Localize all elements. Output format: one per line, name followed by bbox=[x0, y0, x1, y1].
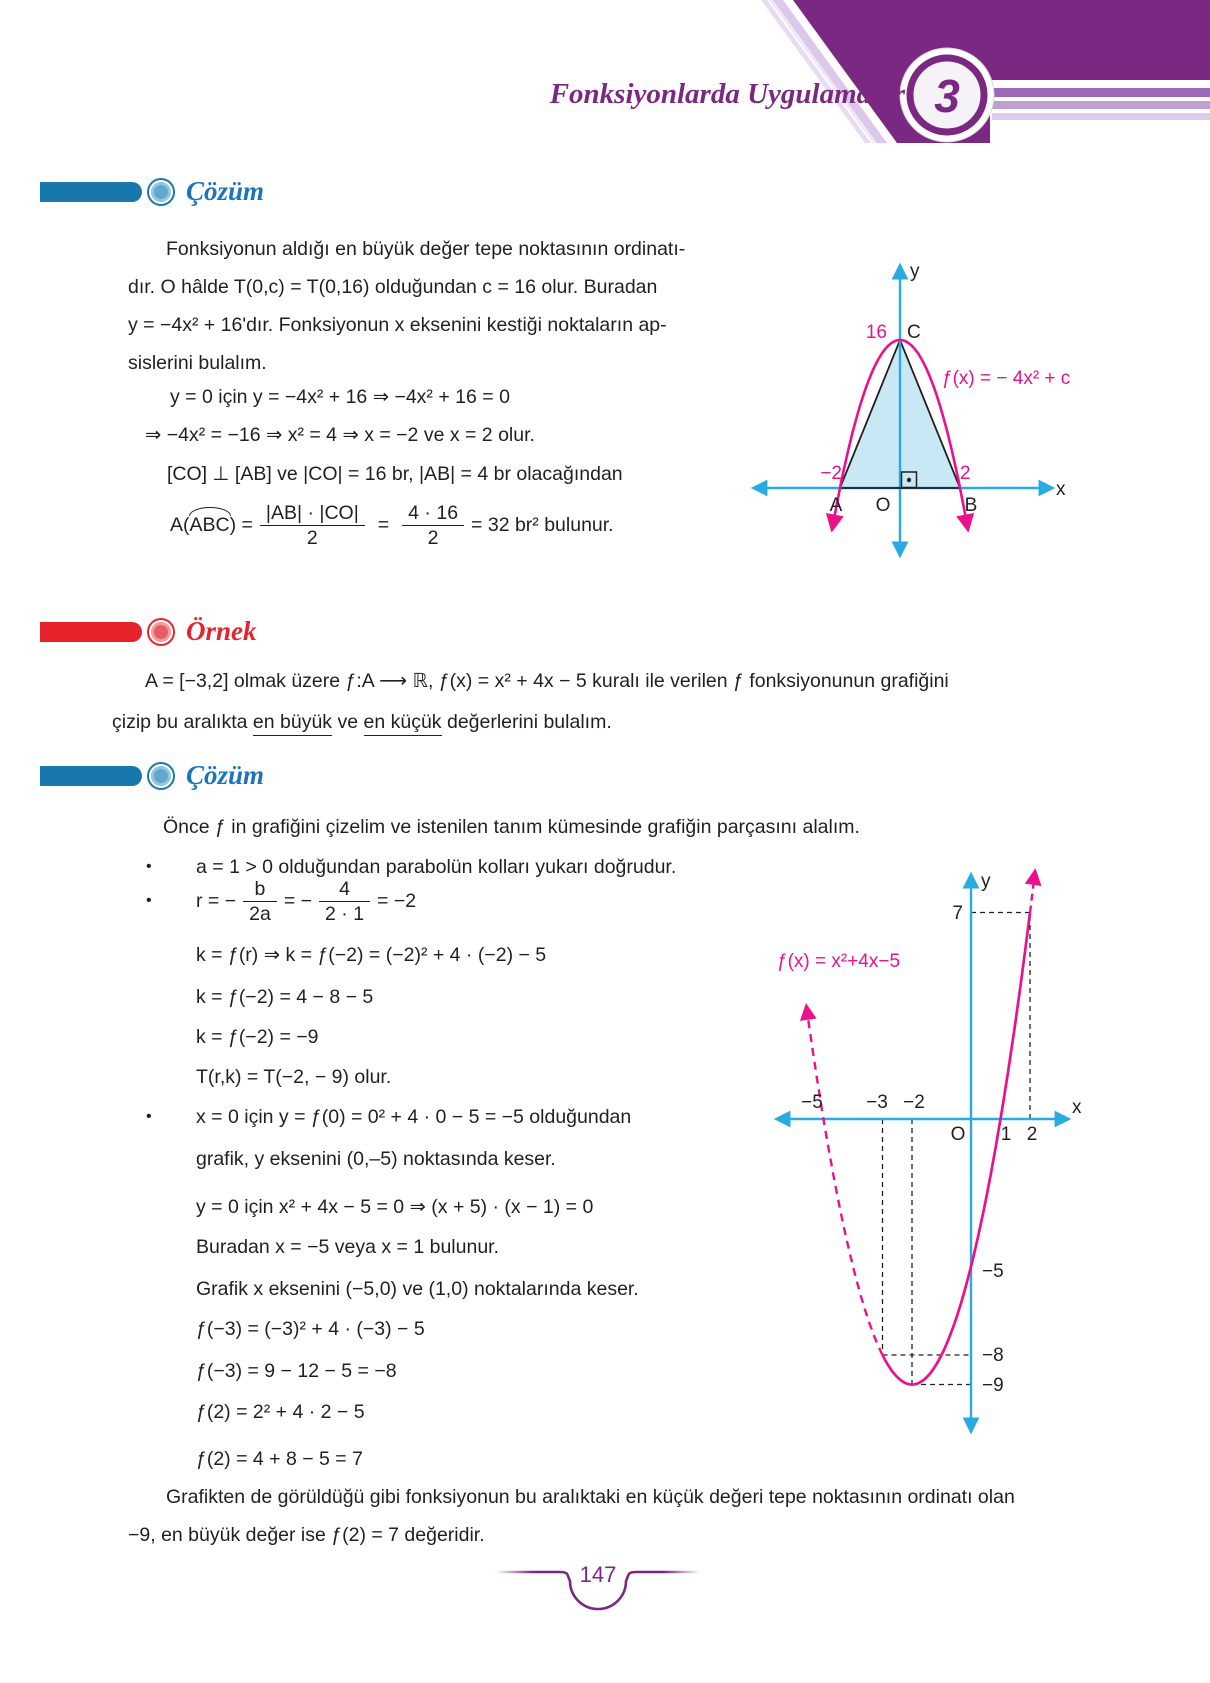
graph-label: −2 bbox=[820, 463, 842, 484]
chapter-number: 3 bbox=[934, 70, 960, 122]
solution1-paragraph-line: sislerini bulalım. bbox=[128, 352, 267, 374]
solution1-math-line: y = 0 için y = −4x² + 16 ⇒ −4x² + 16 = 0 bbox=[170, 386, 510, 408]
graph-label: ƒ(x) = − 4x² + c bbox=[942, 368, 1070, 389]
section-solution1 bbox=[40, 176, 264, 207]
solution2-line: k = ƒ(r) ⇒ k = ƒ(−2) = (−2)² + 4 · (−2) − 5 bbox=[196, 944, 547, 966]
graph-label: 2 bbox=[1026, 1124, 1038, 1145]
section-solution2 bbox=[40, 760, 264, 791]
graph-label: −2 bbox=[903, 1092, 925, 1113]
solution1-paragraph-line: Fonksiyonun aldığı en büyük değer tepe noktasının ordinatı- bbox=[166, 238, 686, 260]
graph-label: −9 bbox=[982, 1375, 1004, 1396]
section-label: Çözüm bbox=[186, 760, 265, 790]
formula-text: ) = bbox=[229, 513, 253, 536]
bullet-marker: • bbox=[146, 1108, 152, 1125]
right-angle-dot bbox=[907, 478, 911, 482]
page-number: 147 bbox=[579, 1562, 617, 1587]
example-text: değerlerini bulalım. bbox=[441, 711, 612, 733]
page-title: Fonksiyonlarda Uygulamalar bbox=[549, 78, 905, 110]
section-bar bbox=[40, 766, 142, 786]
bullet-marker: • bbox=[146, 892, 152, 909]
page-number-bracket bbox=[490, 1556, 750, 1618]
graph-label: 2 bbox=[960, 463, 971, 484]
underlined-term: en büyük bbox=[253, 711, 332, 736]
parabola-curve bbox=[883, 913, 1031, 1385]
section-ring-icon bbox=[147, 178, 175, 206]
graph-label: −8 bbox=[982, 1345, 1004, 1366]
graph-label: O bbox=[875, 495, 891, 516]
header-stripe bbox=[992, 101, 1210, 109]
graph-label: A bbox=[829, 495, 843, 516]
solution2-line: ƒ(−3) = (−3)² + 4 · (−3) − 5 bbox=[196, 1318, 425, 1340]
example-line bbox=[112, 703, 612, 741]
section-bar bbox=[40, 622, 142, 642]
formula-text: = − bbox=[283, 889, 313, 912]
solution2-line: grafik, y eksenini (0,–5) noktasında keser. bbox=[196, 1148, 556, 1170]
solution2-line: a = 1 > 0 olduğundan parabolün kolları yukarı doğrudur. bbox=[196, 856, 677, 878]
graph-label: y bbox=[981, 871, 991, 892]
solution2-line: ƒ(2) = 2² + 4 · 2 − 5 bbox=[196, 1401, 365, 1423]
formula-text: r = − bbox=[196, 889, 237, 912]
graph-label: y bbox=[910, 261, 920, 282]
area-formula bbox=[170, 496, 614, 554]
graph-label: ƒ(x) = x²+4x−5 bbox=[777, 951, 901, 972]
graph-label: 1 bbox=[1000, 1124, 1012, 1145]
header-band bbox=[793, 0, 1210, 143]
graph-label: 16 bbox=[865, 322, 887, 343]
graph-label: x bbox=[1072, 1097, 1082, 1118]
graph-label: B bbox=[964, 495, 978, 516]
solution2-line: T(r,k) = T(−2, − 9) olur. bbox=[196, 1066, 392, 1088]
angle-hat: ABC bbox=[189, 513, 230, 536]
solution2-line: k = ƒ(−2) = 4 − 8 − 5 bbox=[196, 986, 374, 1008]
solution1-math-line: ⇒ −4x² = −16 ⇒ x² = 4 ⇒ x = −2 ve x = 2 olur. bbox=[145, 424, 535, 446]
conclusion-line: −9, en büyük değer ise ƒ(2) = 7 değeridir. bbox=[128, 1524, 485, 1546]
parabola-dashed-left bbox=[806, 1006, 882, 1355]
graph-label: −3 bbox=[866, 1092, 888, 1113]
header-stripe bbox=[992, 113, 1210, 120]
conclusion-line: Grafikten de görüldüğü gibi fonksiyonun bu aralıktaki en küçük değeri tepe noktasının ordinatı olan bbox=[166, 1486, 1015, 1508]
section-label: Çözüm bbox=[186, 176, 265, 206]
graph-label: O bbox=[950, 1124, 966, 1145]
fraction: $\frac{4 \cdot 16}{2}$ bbox=[402, 501, 464, 550]
graph-label: x bbox=[1056, 479, 1066, 500]
solution2-line: ƒ(−3) = 9 − 12 − 5 = −8 bbox=[196, 1360, 397, 1382]
solution1-math-line: [CO] ⊥ [AB] ve |CO| = 16 br, |AB| = 4 br olacağından bbox=[167, 463, 623, 485]
area-graph bbox=[690, 250, 1070, 580]
fraction: $\frac{b}{2a}$ bbox=[243, 877, 277, 926]
section-label: Örnek bbox=[186, 616, 257, 646]
example-line: A = [−3,2] olmak üzere ƒ:A ⟶ ℝ, ƒ(x) = x² + 4x − 5 kuralı ile verilen ƒ fonksiyonunun grafiğini bbox=[145, 670, 949, 692]
fraction: $\frac{|AB| \cdot |CO|}{2}$ bbox=[260, 501, 365, 550]
solution2-line: Grafik x eksenini (−5,0) ve (1,0) noktalarında keser. bbox=[196, 1278, 639, 1300]
solution2-line: Önce ƒ in grafiğini çizelim ve istenilen tanım kümesinde grafiğin parçasını alalım. bbox=[163, 816, 860, 838]
graph-label: 7 bbox=[952, 903, 963, 924]
solution2-line: Buradan x = −5 veya x = 1 bulunur. bbox=[196, 1236, 500, 1258]
formula-text: = 32 br² bulunur. bbox=[471, 513, 614, 536]
section-ring-icon bbox=[147, 762, 175, 790]
formula-text: A( bbox=[170, 513, 190, 536]
underlined-term: en küçük bbox=[364, 711, 442, 736]
section-example bbox=[40, 616, 257, 647]
fraction: $\frac{4}{2 \cdot 1}$ bbox=[319, 877, 370, 926]
solution2-line: k = ƒ(−2) = −9 bbox=[196, 1026, 319, 1048]
parabola-graph bbox=[720, 845, 1090, 1455]
example-text: ve bbox=[332, 711, 364, 733]
bullet-marker: • bbox=[146, 858, 152, 875]
graph-label: −5 bbox=[982, 1261, 1004, 1282]
solution1-paragraph-line: y = −4x² + 16'dır. Fonksiyonun x eksenini kestiği noktaların ap- bbox=[128, 314, 667, 336]
example-text: çizip bu aralıkta bbox=[112, 711, 253, 733]
solution2-line: x = 0 için y = ƒ(0) = 0² + 4 · 0 − 5 = −5 olduğundan bbox=[196, 1106, 632, 1128]
parabola-dashed-right bbox=[1030, 872, 1035, 913]
section-bar bbox=[40, 182, 142, 202]
solution1-paragraph-line: dır. O hâlde T(0,c) = T(0,16) olduğundan c = 16 olur. Buradan bbox=[128, 276, 658, 298]
graph-label: −5 bbox=[801, 1092, 823, 1113]
graph-label: C bbox=[907, 322, 921, 343]
formula-text: = −2 bbox=[377, 889, 417, 912]
vertex-x-formula bbox=[196, 873, 416, 929]
equals-sign: = bbox=[377, 513, 390, 536]
solution2-line: y = 0 için x² + 4x − 5 = 0 ⇒ (x + 5) · (x − 1) = 0 bbox=[196, 1196, 594, 1218]
solution2-line: ƒ(2) = 4 + 8 − 5 = 7 bbox=[196, 1448, 363, 1470]
header-stripe bbox=[992, 88, 1210, 97]
section-ring-icon bbox=[147, 618, 175, 646]
